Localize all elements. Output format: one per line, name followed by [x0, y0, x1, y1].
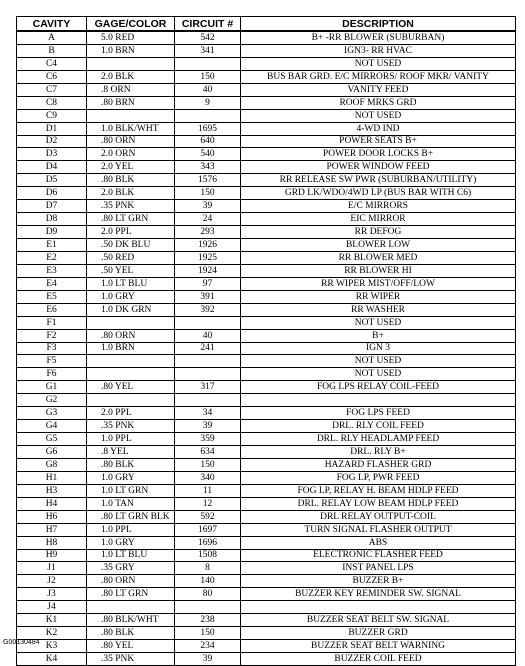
table-row — [17, 523, 516, 536]
table-row — [17, 471, 516, 484]
cell-gage-color — [87, 601, 175, 614]
cell-description: B+ — [241, 329, 516, 342]
cell-gage-color: 1.0 GRY — [87, 290, 175, 303]
cell-description: INST PANEL LPS — [241, 562, 516, 575]
cell-cavity: E4 — [17, 277, 87, 290]
cell-circuit: 241 — [175, 342, 241, 355]
cell-gage-color: 1.0 TAN — [87, 497, 175, 510]
table-row — [17, 433, 516, 446]
cell-circuit — [175, 355, 241, 368]
table-row — [17, 484, 516, 497]
cell-cavity: D7 — [17, 200, 87, 213]
cell-cavity: F3 — [17, 342, 87, 355]
table-body — [17, 31, 516, 665]
header-description: DESCRIPTION — [241, 17, 516, 32]
cell-cavity: G6 — [17, 446, 87, 459]
cell-circuit — [175, 601, 241, 614]
cell-description: RR DEFOG — [241, 226, 516, 239]
table-row — [17, 394, 516, 407]
cell-circuit — [175, 394, 241, 407]
cell-circuit — [175, 368, 241, 381]
header-cavity: CAVITY — [17, 17, 87, 32]
cell-description: RR WIPER MIST/OFF/LOW — [241, 277, 516, 290]
cell-cavity: G3 — [17, 407, 87, 420]
cell-description: HAZARD FLASHER GRD — [241, 458, 516, 471]
table-row — [17, 420, 516, 433]
cell-gage-color — [87, 394, 175, 407]
cell-circuit: 40 — [175, 83, 241, 96]
cavity-table — [16, 16, 516, 666]
cell-gage-color: .80 ORN — [87, 329, 175, 342]
cell-gage-color: 2.0 BLK — [87, 70, 175, 83]
cell-description: RR BLOWER HI — [241, 264, 516, 277]
cell-gage-color: 1.0 GRY — [87, 471, 175, 484]
cell-cavity: A — [17, 31, 87, 44]
cell-circuit: 150 — [175, 458, 241, 471]
table-row — [17, 200, 516, 213]
cell-description: RR RELEASE SW PWR (SUBURBAN/UTILITY) — [241, 174, 516, 187]
cell-circuit: 150 — [175, 70, 241, 83]
cell-circuit: 12 — [175, 497, 241, 510]
cell-cavity: J3 — [17, 588, 87, 601]
cell-description: ROOF MRKS GRD — [241, 96, 516, 109]
cell-cavity: H4 — [17, 497, 87, 510]
cell-circuit: 1508 — [175, 549, 241, 562]
cell-description: FOG LPS RELAY COIL-FEED — [241, 381, 516, 394]
cell-cavity: H8 — [17, 536, 87, 549]
cell-circuit: 9 — [175, 96, 241, 109]
cell-gage-color: .35 GRY — [87, 562, 175, 575]
cell-description: IGN3- RR HVAC — [241, 44, 516, 57]
table-row — [17, 342, 516, 355]
cell-cavity: B — [17, 44, 87, 57]
cell-gage-color: .80 ORN — [87, 575, 175, 588]
cell-description: DRL. RLY COIL FEED — [241, 420, 516, 433]
table-row — [17, 653, 516, 666]
cell-gage-color: .80 BRN — [87, 96, 175, 109]
cell-circuit: 24 — [175, 213, 241, 226]
table-row — [17, 549, 516, 562]
cell-gage-color: .50 YEL — [87, 264, 175, 277]
table-row — [17, 70, 516, 83]
cell-circuit: 238 — [175, 614, 241, 627]
cell-cavity: F2 — [17, 329, 87, 342]
cell-circuit: 150 — [175, 187, 241, 200]
cell-cavity: J1 — [17, 562, 87, 575]
cell-cavity: D6 — [17, 187, 87, 200]
table-row — [17, 497, 516, 510]
cell-circuit: 540 — [175, 148, 241, 161]
cell-description: ELECTRONIC FLASHER FEED — [241, 549, 516, 562]
cell-description: NOT USED — [241, 355, 516, 368]
cell-cavity: K1 — [17, 614, 87, 627]
cell-cavity: D5 — [17, 174, 87, 187]
table-row — [17, 290, 516, 303]
cell-cavity: H3 — [17, 484, 87, 497]
cell-gage-color: .50 RED — [87, 251, 175, 264]
cell-gage-color — [87, 355, 175, 368]
cell-description: RR WIPER — [241, 290, 516, 303]
cell-description: BUS BAR GRD. E/C MIRRORS/ ROOF MKR/ VANITY — [241, 70, 516, 83]
cell-cavity: C8 — [17, 96, 87, 109]
cell-cavity: D2 — [17, 135, 87, 148]
cell-gage-color: .80 LT GRN BLK — [87, 510, 175, 523]
cell-description: FOG LP, RELAY H. BEAM HDLP FEED — [241, 484, 516, 497]
cell-gage-color: 2.0 BLK — [87, 187, 175, 200]
cell-gage-color — [87, 368, 175, 381]
cell-gage-color: 2.0 ORN — [87, 148, 175, 161]
cell-description: BLOWER LOW — [241, 239, 516, 252]
cell-circuit — [175, 109, 241, 122]
cell-circuit: 340 — [175, 471, 241, 484]
cell-cavity: G8 — [17, 458, 87, 471]
cell-gage-color: 2.0 PPL — [87, 407, 175, 420]
cell-circuit: 1696 — [175, 536, 241, 549]
cell-circuit: 392 — [175, 303, 241, 316]
cell-cavity: K3 — [17, 640, 87, 653]
table-row — [17, 458, 516, 471]
cavity-table-sheet — [16, 16, 515, 666]
table-row — [17, 601, 516, 614]
cell-gage-color: .35 PNK — [87, 420, 175, 433]
cell-cavity: G4 — [17, 420, 87, 433]
cell-cavity: K4 — [17, 653, 87, 666]
cell-cavity: H7 — [17, 523, 87, 536]
table-row — [17, 510, 516, 523]
table-row — [17, 148, 516, 161]
cell-gage-color — [87, 57, 175, 70]
table-row — [17, 226, 516, 239]
cell-description: RR BLOWER MED — [241, 251, 516, 264]
cell-description: 4-WD IND — [241, 122, 516, 135]
cell-cavity: D8 — [17, 213, 87, 226]
cell-gage-color — [87, 109, 175, 122]
cell-cavity: D4 — [17, 161, 87, 174]
cell-gage-color: 1.0 BRN — [87, 342, 175, 355]
cell-circuit: 39 — [175, 653, 241, 666]
cell-cavity: E1 — [17, 239, 87, 252]
cell-cavity: K2 — [17, 627, 87, 640]
cell-description: BUZZER KEY REMINDER SW. SIGNAL — [241, 588, 516, 601]
cell-gage-color: 1.0 BLK/WHT — [87, 122, 175, 135]
cell-description: POWER WINDOW FEED — [241, 161, 516, 174]
cell-circuit: 140 — [175, 575, 241, 588]
cell-gage-color: .80 BLK/WHT — [87, 614, 175, 627]
table-row — [17, 316, 516, 329]
cell-cavity: E2 — [17, 251, 87, 264]
table-row — [17, 277, 516, 290]
cell-description: NOT USED — [241, 109, 516, 122]
cell-cavity: C4 — [17, 57, 87, 70]
header-row — [17, 17, 516, 32]
cell-description: NOT USED — [241, 316, 516, 329]
cell-description — [241, 394, 516, 407]
cell-circuit: 343 — [175, 161, 241, 174]
table-row — [17, 381, 516, 394]
cell-cavity: E3 — [17, 264, 87, 277]
cell-gage-color: 5.0 RED — [87, 31, 175, 44]
cell-cavity: G2 — [17, 394, 87, 407]
cell-cavity: D1 — [17, 122, 87, 135]
table-row — [17, 614, 516, 627]
cell-gage-color: .80 BLK — [87, 627, 175, 640]
cell-gage-color: 1.0 BRN — [87, 44, 175, 57]
cell-circuit: 1925 — [175, 251, 241, 264]
table-row — [17, 213, 516, 226]
cell-cavity: F5 — [17, 355, 87, 368]
cell-circuit: 34 — [175, 407, 241, 420]
cell-circuit: 1924 — [175, 264, 241, 277]
table-row — [17, 187, 516, 200]
cell-description — [241, 601, 516, 614]
cell-cavity: C6 — [17, 70, 87, 83]
cell-gage-color: 1.0 GRY — [87, 536, 175, 549]
table-row — [17, 588, 516, 601]
cell-gage-color: .80 BLK — [87, 174, 175, 187]
cell-cavity: D9 — [17, 226, 87, 239]
cell-cavity: D3 — [17, 148, 87, 161]
table-row — [17, 536, 516, 549]
cell-description: FOG LPS FEED — [241, 407, 516, 420]
cell-gage-color — [87, 316, 175, 329]
table-row — [17, 174, 516, 187]
cell-gage-color: .80 LT GRN — [87, 213, 175, 226]
table-row — [17, 83, 516, 96]
cell-description: POWER SEATS B+ — [241, 135, 516, 148]
table-row — [17, 303, 516, 316]
cell-gage-color: 1.0 LT GRN — [87, 484, 175, 497]
cell-description: DRL. RELAY LOW BEAM HDLP FEED — [241, 497, 516, 510]
cell-description: POWER DOOR LOCKS B+ — [241, 148, 516, 161]
cell-cavity: J4 — [17, 601, 87, 614]
cell-cavity: F6 — [17, 368, 87, 381]
cell-cavity: H6 — [17, 510, 87, 523]
cell-gage-color: 2.0 PPL — [87, 226, 175, 239]
cell-cavity: H9 — [17, 549, 87, 562]
table-row — [17, 368, 516, 381]
cell-description: IGN 3 — [241, 342, 516, 355]
cell-description: BUZZER GRD — [241, 627, 516, 640]
cell-circuit: 39 — [175, 200, 241, 213]
cell-description: ABS — [241, 536, 516, 549]
cell-circuit: 39 — [175, 420, 241, 433]
cell-circuit: 391 — [175, 290, 241, 303]
table-row — [17, 135, 516, 148]
cell-description: VANITY FEED — [241, 83, 516, 96]
cell-circuit: 341 — [175, 44, 241, 57]
cell-description: FOG LP, PWR FEED — [241, 471, 516, 484]
cell-gage-color: .80 ORN — [87, 135, 175, 148]
table-row — [17, 329, 516, 342]
cell-circuit: 634 — [175, 446, 241, 459]
cell-cavity: C9 — [17, 109, 87, 122]
cell-description: TURN SIGNAL FLASHER OUTPUT — [241, 523, 516, 536]
cell-circuit: 80 — [175, 588, 241, 601]
cell-description: NOT USED — [241, 57, 516, 70]
cell-circuit: 1926 — [175, 239, 241, 252]
cell-gage-color: 1.0 LT BLU — [87, 549, 175, 562]
cell-circuit: 8 — [175, 562, 241, 575]
cell-gage-color: 2.0 YEL — [87, 161, 175, 174]
cell-gage-color: .8 YEL — [87, 446, 175, 459]
cell-circuit: 359 — [175, 433, 241, 446]
table-row — [17, 575, 516, 588]
cell-gage-color: .80 LT GRN — [87, 588, 175, 601]
cell-circuit: 234 — [175, 640, 241, 653]
cell-description: BUZZER SEAT BELT SW. SIGNAL — [241, 614, 516, 627]
cell-cavity: H1 — [17, 471, 87, 484]
cell-cavity: E5 — [17, 290, 87, 303]
cell-circuit: 1695 — [175, 122, 241, 135]
table-row — [17, 31, 516, 44]
cell-gage-color: 1.0 DK GRN — [87, 303, 175, 316]
figure-id: G00130484 — [3, 639, 40, 646]
cell-description: DRL. RLY HEADLAMP FEED — [241, 433, 516, 446]
table-row — [17, 57, 516, 70]
table-row — [17, 239, 516, 252]
cell-circuit — [175, 316, 241, 329]
table-row — [17, 122, 516, 135]
cell-description: RR WASHER — [241, 303, 516, 316]
table-row — [17, 109, 516, 122]
table-row — [17, 44, 516, 57]
cell-circuit: 592 — [175, 510, 241, 523]
cell-cavity: E6 — [17, 303, 87, 316]
cell-circuit: 317 — [175, 381, 241, 394]
table-row — [17, 355, 516, 368]
cell-circuit: 97 — [175, 277, 241, 290]
cell-gage-color: 1.0 PPL — [87, 433, 175, 446]
cell-gage-color: .35 PNK — [87, 200, 175, 213]
table-row — [17, 251, 516, 264]
cell-description: GRD LK/WDO/4WD LP (BUS BAR WITH C6) — [241, 187, 516, 200]
cell-description: BUZZER B+ — [241, 575, 516, 588]
header-gage-color: GAGE/COLOR — [87, 17, 175, 32]
cell-circuit: 1576 — [175, 174, 241, 187]
cell-cavity: G1 — [17, 381, 87, 394]
cell-circuit: 40 — [175, 329, 241, 342]
table-row — [17, 161, 516, 174]
cell-circuit: 11 — [175, 484, 241, 497]
cell-cavity: G5 — [17, 433, 87, 446]
cell-circuit: 542 — [175, 31, 241, 44]
cell-circuit: 150 — [175, 627, 241, 640]
cell-gage-color: .80 YEL — [87, 640, 175, 653]
table-row — [17, 562, 516, 575]
cell-cavity: C7 — [17, 83, 87, 96]
cell-gage-color: 1.0 LT BLU — [87, 277, 175, 290]
cell-circuit: 640 — [175, 135, 241, 148]
cell-description: B+ -RR BLOWER (SUBURBAN) — [241, 31, 516, 44]
table-row — [17, 407, 516, 420]
cell-cavity: J2 — [17, 575, 87, 588]
cell-circuit: 293 — [175, 226, 241, 239]
cell-description: NOT USED — [241, 368, 516, 381]
table-row — [17, 640, 516, 653]
cell-gage-color: .80 BLK — [87, 458, 175, 471]
table-row — [17, 627, 516, 640]
cell-gage-color: .35 PNK — [87, 653, 175, 666]
table-row — [17, 96, 516, 109]
cell-cavity: F1 — [17, 316, 87, 329]
cell-circuit: 1697 — [175, 523, 241, 536]
cell-description: BUZZER COIL FEED — [241, 653, 516, 666]
header-circuit: CIRCUIT # — [175, 17, 241, 32]
cell-gage-color: .50 DK BLU — [87, 239, 175, 252]
cell-description: E/C MIRRORS — [241, 200, 516, 213]
cell-gage-color: .8 ORN — [87, 83, 175, 96]
cell-gage-color: .80 YEL — [87, 381, 175, 394]
cell-description: DRL. RLY B+ — [241, 446, 516, 459]
cell-description: DRL RELAY OUTPUT-COIL — [241, 510, 516, 523]
table-header — [17, 17, 516, 32]
cell-description: BUZZER SEAT BELT WARNING — [241, 640, 516, 653]
cell-circuit — [175, 57, 241, 70]
cell-gage-color: 1.0 PPL — [87, 523, 175, 536]
table-row — [17, 264, 516, 277]
cell-description: EIC MIRROR — [241, 213, 516, 226]
table-row — [17, 446, 516, 459]
